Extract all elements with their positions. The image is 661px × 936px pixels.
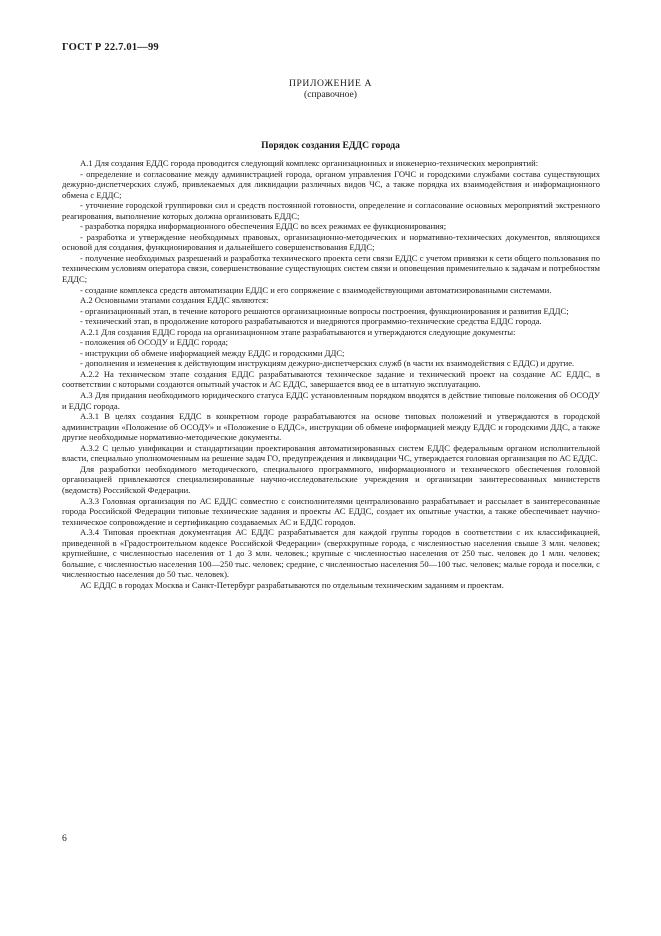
paragraph: А.3.4 Типовая проектная документация АС ЕДДС разрабатывается для каждой группы городов в соответствии с их классификацией, приведенной в «Градостроительном кодексе Российской Федерации» (сверхкрупные города, с численностью населения свыше 3 млн. человек; крупнейшие, с численностью населения от 1 до 3 млн. человек.; крупные с численностью населения от 250 тыс. человек до 1 млн. человек; большие, с численностью населения 100—250 тыс. человек; средние, с численностью населения 50—100 тыс. человек; малые города и поселки, с численностью населения до 50 тыс. человек). xyxy=(62,527,600,580)
appendix-heading xyxy=(0,78,661,100)
paragraph: А.3 Для придания необходимого юридического статуса ЕДДС установленным порядком вводятся в действие типовые положения об ОСОДУ и ЕДДС города. xyxy=(62,390,600,411)
paragraph: А.3.2 С целью унификации и стандартизации проектирования автоматизированных систем ЕДДС федеральным органом исполнительной власти, специально уполномоченным на решение задач ГО, предупреждения и ликвидации ЧС, утверждается головная организация по АС ЕДДС. xyxy=(62,442,600,464)
body-text xyxy=(62,158,600,590)
paragraph: А.3.1 В целях создания ЕДДС в конкретном городе разрабатываются на основе типовых положений и утверждаются в городской администрации «Положение об ОСОДУ» и «Положение о ЕДДС», инструкции об обмене информацией между ЕДДС и городскими ДДС, а также другие необходимые нормативно-методические документы. xyxy=(62,411,600,443)
section-title: Порядок создания ЕДДС города xyxy=(261,140,400,151)
paragraph: А.2.1 Для создания ЕДДС города на организационном этапе разрабатываются и утверждаются следующие документы: xyxy=(80,326,516,337)
paragraph: А.2.2 На техническом этапе создания ЕДДС разрабатываются техническое задание и технический проект на создание АС ЕДДС, в соответствии с которыми создаются опытный участок и АС ЕДДС, завершается ввод ее в штатную эксплуатацию. xyxy=(62,368,600,390)
paragraph: - уточнение городской группировки сил и средств постоянной готовности, определение и согласование основных мероприятий экстренного реагирования, выполнение которых должна организовать ЕДДС; xyxy=(62,200,600,221)
document-header: ГОСТ Р 22.7.01—99 xyxy=(62,42,159,53)
paragraph: А.1 Для создания ЕДДС города проводится следующий комплекс организационных и инженерно-технических мероприятий: xyxy=(80,158,539,168)
paragraph: - разработка порядка информационного обеспечения ЕДДС во всех режимах ее функционирования; xyxy=(80,221,447,232)
paragraph: - разработка и утверждение необходимых правовых, организационно-методических и нормативно-технических документов, являющихся основой для создания, функционирования и дальнейшего совершенствования ЕДДС; xyxy=(62,231,600,253)
paragraph: - инструкции об обмене информацией между ЕДДС и городскими ДДС; xyxy=(80,347,345,358)
paragraph: А.3.3 Головная организация по АС ЕДДС совместно с соисполнителями централизованно разрабатывает и рассылает в заинтересованные города Российской Федерации типовые технические задания и проекты АС ЕДДС, создает их опытные участки, а также обеспечивает научно-техническое сопровождение и сертификацию создаваемых АС и ЕДДС городов. xyxy=(62,495,600,527)
appendix-title: ПРИЛОЖЕНИЕ А xyxy=(288,78,373,89)
paragraph: - технический этап, в продолжение которого разрабатываются и внедряются программно-технические средства ЕДДС города. xyxy=(80,316,542,327)
paragraph: - организационный этап, в течение которого решаются организационные вопросы построения, функционирования и развития ЕДДС; xyxy=(80,305,569,316)
paragraph: - положения об ОСОДУ и ЕДДС города; xyxy=(80,337,229,348)
paragraph: АС ЕДДС в городах Москва и Санкт-Петербург разрабатываются по отдельным техническим заданиям и проектам. xyxy=(80,579,504,590)
paragraph: - создание комплекса средств автоматизации ЕДДС и его сопряжение с взаимодействующими автоматизированными системами. xyxy=(80,284,552,295)
paragraph: А.2 Основными этапами создания ЕДДС являются: xyxy=(80,295,269,306)
paragraph: Для разработки необходимого методического, специального программного, информационного и технического обеспечения головной организацией привлекаются специализированные научно-исследовательские учреждения и организации заинтересованных министерств (ведомств) Российской Федерации. xyxy=(62,463,600,495)
paragraph: - определение и согласование между администрацией города, органом управления ГОЧС и городскими службами состава существующих дежурно-диспетчерских служб, привлекаемых для ликвидации различных видов ЧС, а также порядка их взаимодействия и информационного обмена с ЕДДС; xyxy=(62,168,600,200)
paragraph: - получение необходимых разрешений и разработка технического проекта сети связи ЕДДС с учетом привязки к сети общего пользования по техническим условиям оператора связи, совершенствование существующих систем связи и оповещения применительно к задачам и потребностям ЕДДС; xyxy=(62,252,600,285)
paragraph: - дополнения и изменения к действующим инструкциям дежурно-диспетчерских служб (в части их взаимодействия с ЕДДС) и другие. xyxy=(80,358,575,369)
appendix-subtitle: (справочное) xyxy=(304,89,357,100)
page-number: 6 xyxy=(62,833,67,844)
